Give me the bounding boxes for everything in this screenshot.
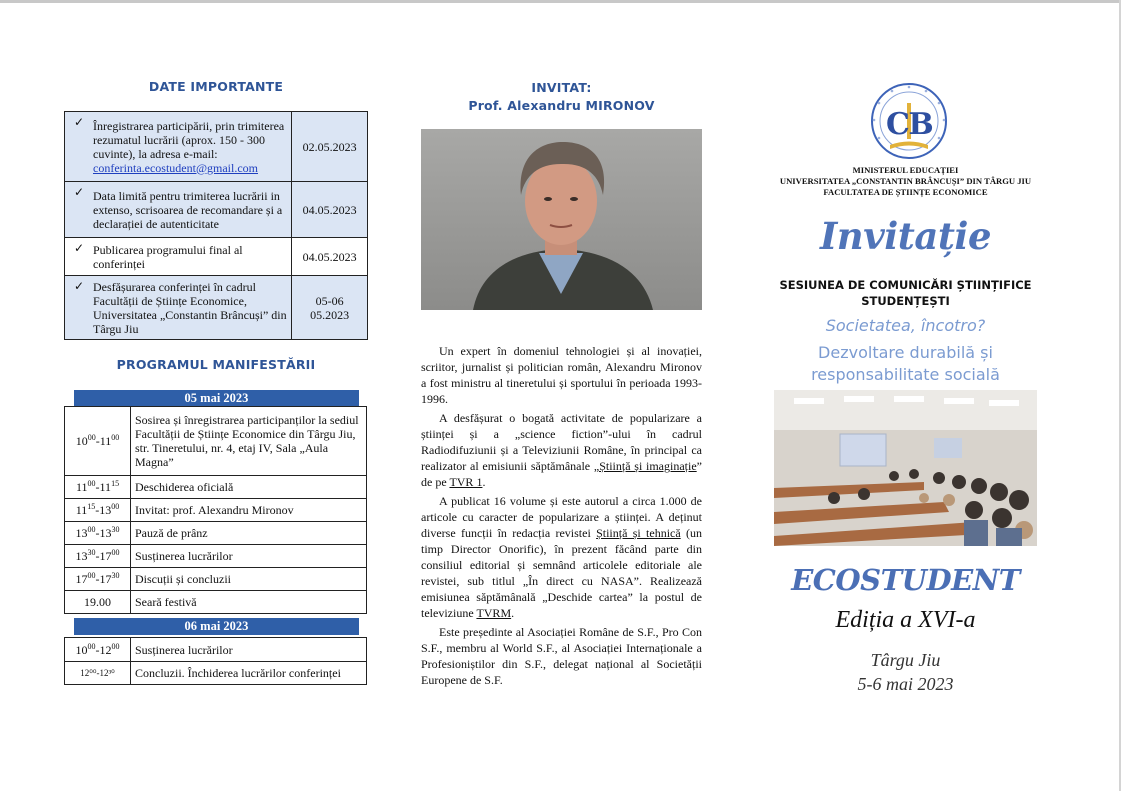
schedule-row [65,662,367,685]
date-row-description: ✓ Data limită pentru trimiterea lucrării in extenso, scrisoarea de recomandare și a declarației de autenticitate [65,182,292,238]
conference-theme-question: Societatea, încotro? [825,316,986,335]
time-cell: $11^{15}-13^{00}$ [65,499,131,522]
activity-cell: Sosirea și înregistrarea participanților la sediul Facultății de Științe Economice din Târgu Jiu, str. Tineretului, nr. 4, etaj IV, Sala „Aula Magna” [131,407,367,476]
program-heading: PROGRAMUL MANIFESTĂRII [116,357,316,372]
email-link[interactable]: conferinta.ecostudent@gmail.com [93,160,258,175]
edition-label: Ediția a XVI-a [835,607,976,633]
activity-cell: Seară festivă [131,591,367,614]
time-cell: $11^{00}-11^{15}$ [65,476,131,499]
conference-theme-subtitle: Dezvoltare durabilă și responsabilitate socială [811,343,1000,384]
day1-header: 05 mai 2023 [74,390,359,407]
bio-paragraph: A publicat 16 volume și este autorul a circa 1.000 de articole cu caracter de popularizare a științei. A deținut diverse funcții în redacția revistei Știință și tehnică (un timp Director Onorific), în prezent făcând parte din consiliul editorial și semnând articolele editoriale ale revistei, sub titlul „În direct cu NASA”. Realizează emisiunea săptămânală „Deschide cartea” la postul de televiziune TVRM. [421,494,702,620]
schedule-row [65,591,367,614]
schedule-row [65,522,367,545]
date-value: 05-06 05.2023 [292,276,368,340]
date-value: 04.05.2023 [292,238,368,276]
check-icon: ✓ [74,279,85,293]
schedule-row [65,545,367,568]
guest-heading [421,79,702,115]
guest-name: Prof. Alexandru MIRONOV [468,98,655,113]
time-cell: 19.00 [65,591,131,614]
check-icon: ✓ [74,115,85,129]
day1-schedule-table [64,406,367,614]
activity-cell: Concluzii. Închiderea lucrărilor conferinței [131,662,367,685]
time-cell: $13^{00}-13^{30}$ [65,522,131,545]
date-row-description: ✓ Înregistrarea participării, prin trimiterea rezumatul lucrării (aprox. 150 - 300 cuvinte), la adresa e-mail: conferinta.ecostudent@gmail.com [65,112,292,182]
time-cell: 12⁰⁰-12³⁰ [65,662,131,685]
date-row-registration [65,112,368,182]
lecture-hall-photo [774,390,1037,546]
event-dates: 5-6 mai 2023 [857,674,954,694]
event-city: Târgu Jiu [870,650,941,670]
university-logo-icon [864,82,954,162]
university-name: UNIVERSITATEA „CONSTANTIN BRÂNCUȘI” DIN TÂRGU JIU [779,176,1032,186]
activity-cell: Invitat: prof. Alexandru Mironov [131,499,367,522]
important-dates-heading: DATE IMPORTANTE [148,79,284,94]
schedule-row [65,407,367,476]
time-cell: $17^{00}-17^{30}$ [65,568,131,591]
svg-text:C: C [886,107,910,142]
check-icon: ✓ [74,185,85,199]
time-cell: $13^{30}-17^{00}$ [65,545,131,568]
schedule-row [65,638,367,662]
bio-paragraph: A desfășurat o bogată activitate de popularizare a științei și a „science fiction”-ului în cadrul Radiodifuziunii și a Televiziunii Române, în principal ca realizator al emisiunii săptămânale „Știință și imaginație” de pe TVR 1. [421,411,702,489]
faculty-name: FACULTATEA DE ȘTIINȚE ECONOMICE [823,187,988,197]
date-row-description: ✓ Desfășurarea conferinței în cadrul Facultății de Științe Economice, Universitatea „Constantin Brâncuși” din Târgu Jiu [65,276,292,340]
portrait-photo [421,129,702,310]
day2-schedule-table [64,637,367,685]
schedule-row [65,568,367,591]
guest-biography [421,343,702,691]
schedule-row [65,499,367,522]
activity-cell: Susținerea lucrărilor [131,545,367,568]
session-title: SESIUNEA DE COMUNICĂRI ȘTIINȚIFICE STUDENȚEȘTI [779,278,1032,308]
important-dates-table [64,111,368,340]
date-row-description: ✓ Publicarea programului final al conferinței [65,238,292,276]
date-row-program [65,238,368,276]
activity-cell: Discuții și concluzii [131,568,367,591]
svg-text:B: B [908,107,934,142]
day2-header: 06 mai 2023 [74,618,359,635]
time-cell: $10^{00}-11^{00}$ [65,407,131,476]
date-value: 02.05.2023 [292,112,368,182]
guest-label: INVITAT: [531,80,592,95]
date-value: 04.05.2023 [292,182,368,238]
invitation-title: Invitație [819,214,991,258]
date-row-conference [65,276,368,340]
page-top-edge [0,0,1121,3]
schedule-row [65,476,367,499]
date-row-full-paper [65,182,368,238]
brand-title: ECOSTUDENT [791,563,1020,597]
time-cell: $10^{00}-12^{00}$ [65,638,131,662]
activity-cell: Pauză de prânz [131,522,367,545]
bio-paragraph: Un expert în domeniul tehnologiei și al inovației, scriitor, jurnalist și politician român, Alexandru Mironov a fost ministru al tineretului și sportului în perioada 1993-1996. [421,344,702,406]
bio-paragraph: Este președinte al Asociației Române de S.F., Pro Con S.F., membru al World S.F., al Asociației Internaționale a Profesioniștilor din S.F., delegat național al Societății Europene de S.F. [421,625,702,687]
check-icon: ✓ [74,241,85,255]
activity-cell: Susținerea lucrărilor [131,638,367,662]
activity-cell: Deschiderea oficială [131,476,367,499]
ministry-name: MINISTERUL EDUCAȚIEI [852,165,959,175]
